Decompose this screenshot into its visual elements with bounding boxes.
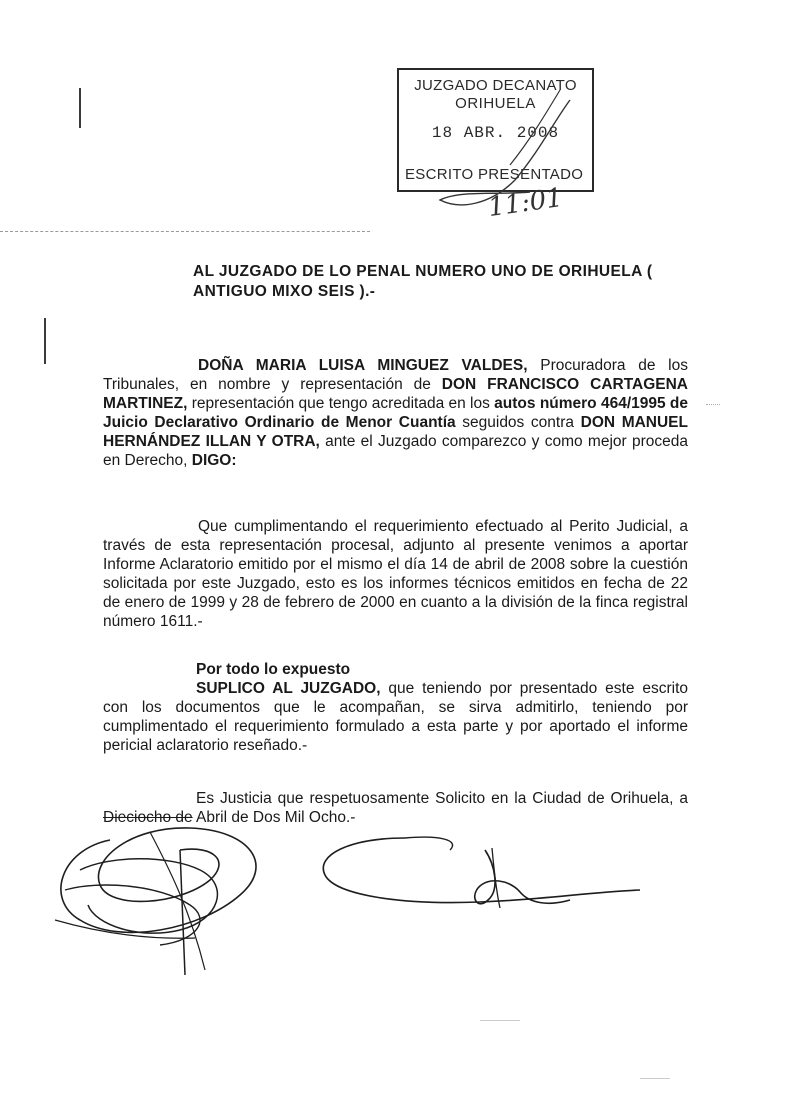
stamp-label: ESCRITO PRESENTADO	[405, 166, 584, 183]
signature-right	[310, 820, 655, 930]
closing-text-1: Es Justicia que respetuosamente Solicito en la Ciudad de Orihuela, a	[196, 790, 688, 807]
closing-text-2: Abril de Dos Mil Ocho.-	[192, 809, 356, 826]
scan-speck	[706, 404, 720, 408]
intro-text-1: Procuradora de los Tribunales, en nombre y representación de	[103, 357, 688, 393]
addressee-heading	[193, 262, 683, 302]
scan-speck	[480, 1020, 520, 1021]
scan-mark-left-top	[79, 88, 81, 128]
intro-text-4: ante el Juzgado comparezco y como mejor proceda en Derecho,	[103, 433, 688, 469]
case-reference: autos número 464/1995 de Juicio Declarativo Ordinario de Menor Cuantía	[103, 395, 689, 431]
heading-line-2: ANTIGUO MIXO SEIS ).-	[193, 283, 376, 300]
intro-paragraph	[103, 356, 688, 470]
petition-heading: Por todo lo expuesto	[196, 661, 351, 678]
scan-fold-line	[0, 231, 370, 232]
defendant-name: DON MANUEL HERNÁNDEZ ILLAN Y OTRA,	[103, 414, 688, 450]
petition-paragraph	[103, 679, 688, 755]
digo-label: DIGO:	[191, 452, 237, 469]
closing-date-struck: Dieciocho de	[103, 809, 193, 826]
suplico-label: SUPLICO AL JUZGADO,	[196, 680, 381, 697]
stamp-date: 18 ABR. 2008	[431, 124, 560, 142]
body-paragraph: Que cumplimentando el requerimiento efectuado al Perito Judicial, a través de esta representación procesal, adjunto al presente venimos a aportar Informe Aclaratorio emitido por el mismo el día 14 de abril de 2008 sobre la cuestión solicitada por este Juzgado, esto es los informes técnicos emitidos en fecha de 22 de enero de 1999 y 28 de febrero de 2000 en cuanto a la división de la finca registral número 1611.-	[103, 518, 688, 630]
client-name: DON FRANCISCO CARTAGENA MARTINEZ,	[103, 376, 688, 412]
intro-text-2: representación que tengo acreditada en los	[187, 395, 495, 412]
stamp-court: JUZGADO DECANATO	[414, 77, 577, 94]
procuradora-name: DOÑA MARIA LUISA MINGUEZ VALDES,	[198, 357, 528, 374]
signature-left	[40, 810, 300, 980]
stamp-city: ORIHUELA	[455, 95, 536, 112]
scan-speck	[640, 1078, 670, 1079]
heading-line-1: AL JUZGADO DE LO PENAL NUMERO UNO DE ORIHUELA (	[193, 263, 653, 280]
scan-mark-left-mid	[44, 318, 46, 364]
petition-text: que teniendo por presentado este escrito con los documentos que le acompañan, se sirva admitirlo, teniendo por cumplimentado el requerimiento formulado a esta parte y por aportado el informe pericial aclaratorio reseñado.-	[103, 680, 688, 754]
stamp-time-note: 11:01	[486, 182, 565, 224]
intro-text-3: seguidos contra	[455, 414, 581, 431]
